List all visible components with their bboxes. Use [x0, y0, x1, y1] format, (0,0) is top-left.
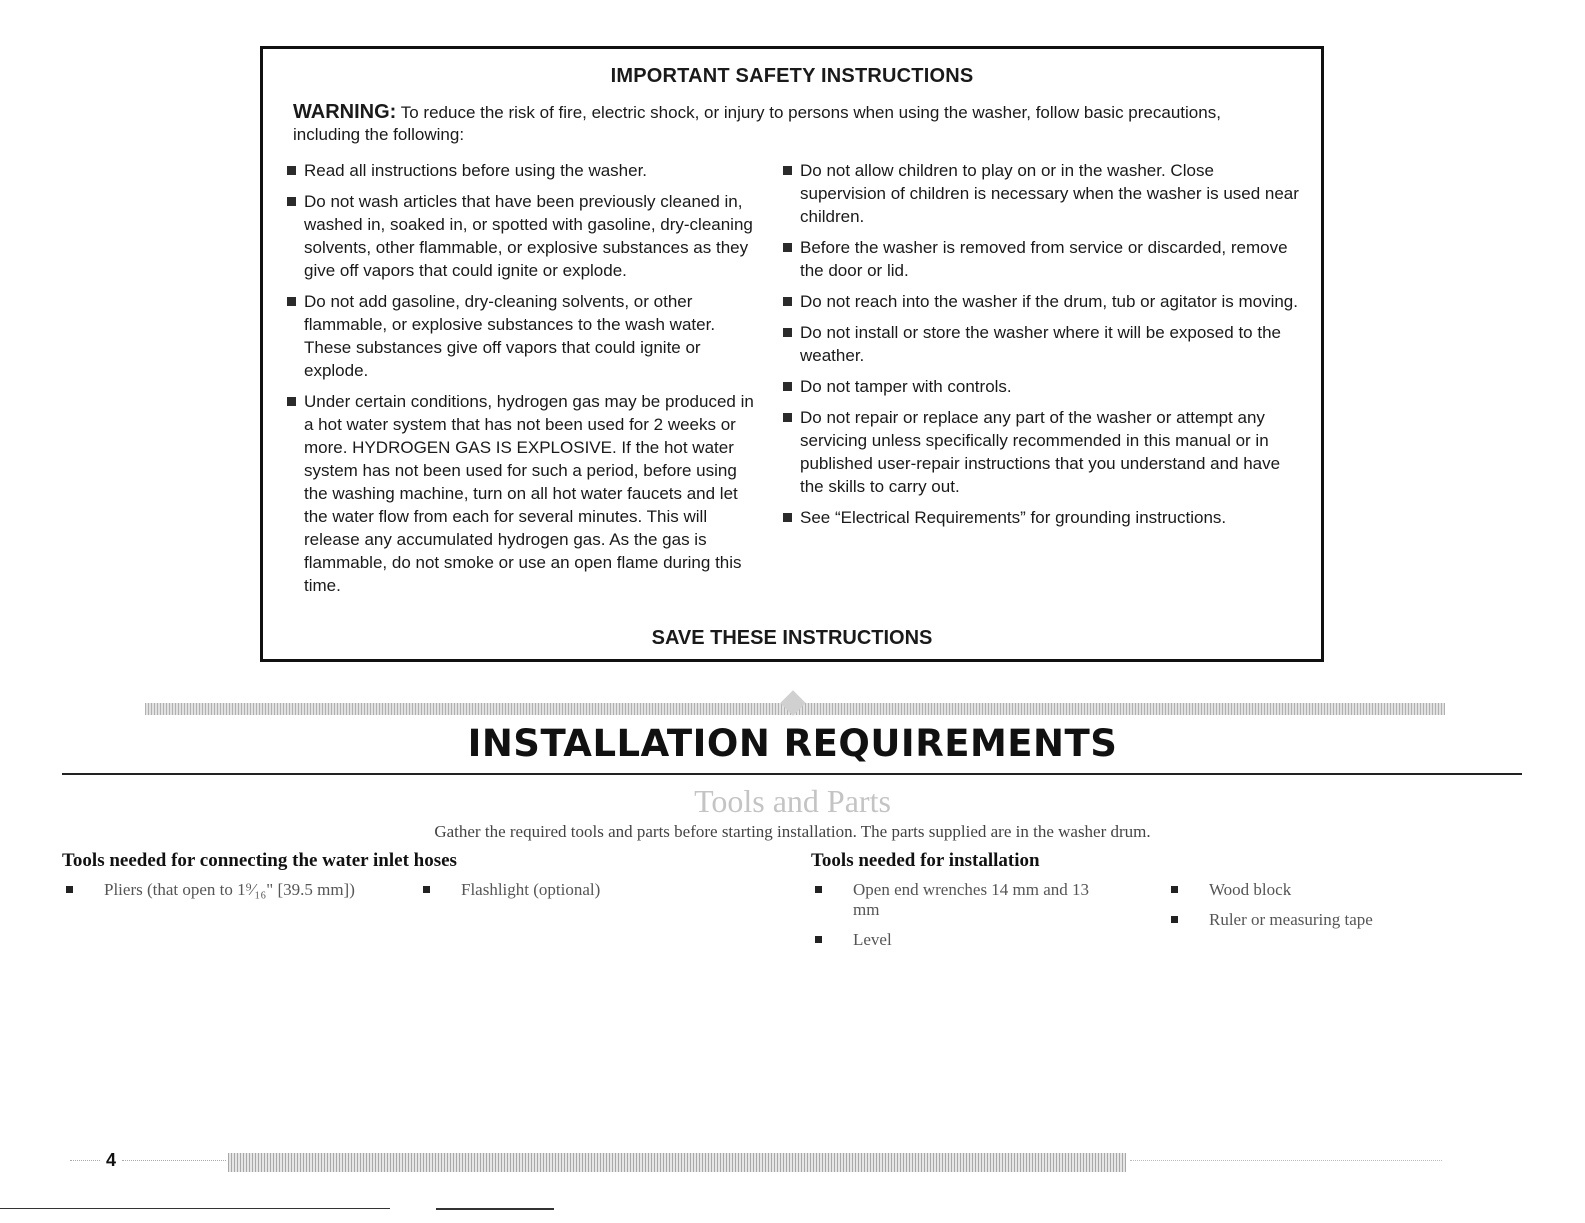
safety-title: IMPORTANT SAFETY INSTRUCTIONS: [610, 65, 974, 87]
title-divider: [62, 773, 1522, 775]
warning-text: To reduce the risk of fire, electric shock, or injury to persons when using the washer, follow basic precautions, including the following:: [293, 103, 1221, 144]
bullet-icon: [815, 886, 822, 893]
bottom-rule: [436, 1208, 554, 1210]
page-number: 4: [106, 1150, 117, 1170]
install-tools-heading: Tools needed for installation: [811, 850, 1040, 871]
list-item: Level: [853, 930, 892, 950]
list-item: Wood block: [1209, 880, 1291, 900]
bullet-icon: [287, 397, 296, 406]
list-item: Do not wash articles that have been previously cleaned in, washed in, soaked in, or spotted with gasoline, dry-cleaning solvents, other flammable, or explosive substances as they give off vapors that could ignite or explode.: [287, 190, 757, 282]
list-item: Flashlight (optional): [461, 880, 600, 900]
list-item: Ruler or measuring tape: [1209, 910, 1373, 930]
footer-band: [228, 1153, 1126, 1172]
section-title: Tools and Parts: [694, 783, 891, 819]
list-item: Do not reach into the washer if the drum, tub or agitator is moving.: [783, 290, 1303, 313]
bullet-icon: [783, 413, 792, 422]
bullet-icon: [783, 243, 792, 252]
list-item: Do not allow children to play on or in the washer. Close supervision of children is necessary when the washer is used near children.: [783, 159, 1303, 228]
safety-list-left: [287, 159, 757, 605]
footer-dotted-rule: [70, 1160, 100, 1161]
safety-instructions-box: [260, 46, 1324, 662]
list-item: Before the washer is removed from service or discarded, remove the door or lid.: [783, 236, 1303, 282]
bullet-icon: [423, 886, 430, 893]
list-item: Do not tamper with controls.: [783, 375, 1303, 398]
bullet-icon: [783, 382, 792, 391]
footer-dotted-rule: [1130, 1160, 1442, 1161]
bullet-icon: [815, 936, 822, 943]
save-instructions-heading: SAVE THESE INSTRUCTIONS: [651, 627, 933, 649]
bullet-icon: [783, 166, 792, 175]
footer-dotted-rule: [122, 1160, 226, 1161]
bullet-icon: [287, 197, 296, 206]
list-item: Do not add gasoline, dry-cleaning solvents, or other flammable, or explosive substances to the wash water. These substances give off vapors that could ignite or explode.: [287, 290, 757, 382]
list-item: Open end wrenches 14 mm and 13 mm: [853, 880, 1093, 920]
list-item: Do not install or store the washer where it will be exposed to the weather.: [783, 321, 1303, 367]
bullet-icon: [66, 886, 73, 893]
bullet-icon: [783, 328, 792, 337]
bullet-icon: [783, 297, 792, 306]
list-item: Do not repair or replace any part of the washer or attempt any servicing unless specifically recommended in this manual or in published user-repair instructions that you understand and have the skills to carry out.: [783, 406, 1303, 498]
warning-label: WARNING:: [293, 101, 397, 123]
bottom-rule: [0, 1208, 390, 1209]
bullet-icon: [1171, 916, 1178, 923]
bullet-icon: [287, 166, 296, 175]
warning-paragraph: [293, 101, 1291, 146]
list-item: Under certain conditions, hydrogen gas may be produced in a hot water system that has not been used for 2 weeks or more. HYDROGEN GAS IS EXPLOSIVE. If the hot water system has not been used for such a period, before using the washing machine, turn on all hot water faucets and let the water flow from each for several minutes. This will release any accumulated hydrogen gas. As the gas is flammable, do not smoke or use an open flame during this time.: [287, 390, 757, 597]
list-item: Pliers (that open to 1⁹⁄₁₆" [39.5 mm]): [104, 880, 355, 900]
safety-list-right: [783, 159, 1303, 537]
list-item: See “Electrical Requirements” for grounding instructions.: [783, 506, 1303, 529]
bullet-icon: [287, 297, 296, 306]
bullet-icon: [1171, 886, 1178, 893]
water-tools-heading: Tools needed for connecting the water inlet hoses: [62, 850, 457, 871]
bullet-icon: [783, 513, 792, 522]
page-title: INSTALLATION REQUIREMENTS: [467, 722, 1118, 765]
list-item: Read all instructions before using the washer.: [287, 159, 757, 182]
section-intro: Gather the required tools and parts before starting installation. The parts supplied are in the washer drum.: [434, 822, 1151, 841]
